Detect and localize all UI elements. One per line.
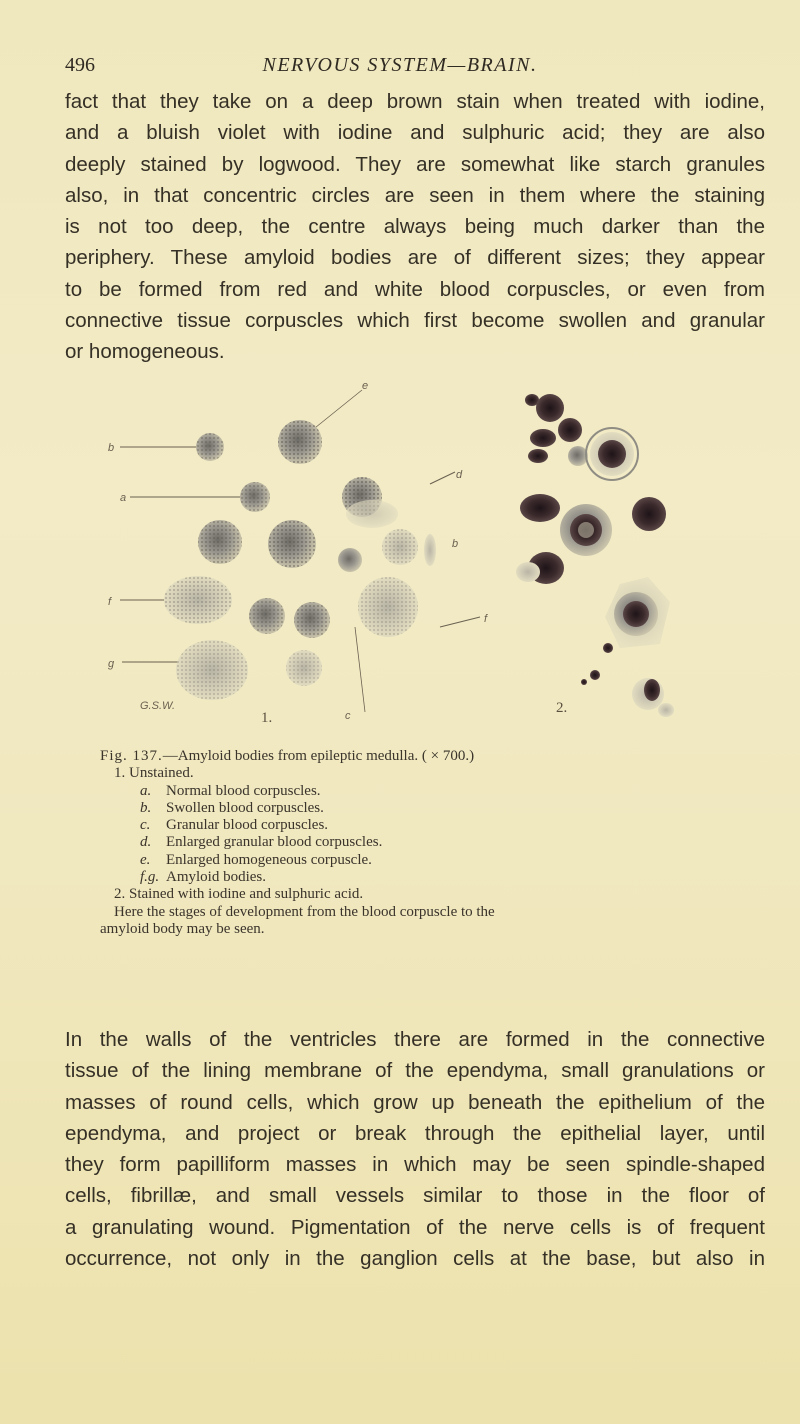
label-f-left: f — [108, 596, 112, 608]
paragraph-line: tissue of the lining membrane of the ependyma, small granulations or — [65, 1059, 765, 1083]
caption-entry-fg — [100, 869, 740, 886]
caption-key: c. — [140, 817, 151, 834]
label-b-right: b — [452, 538, 459, 550]
body-paragraph-1 — [65, 86, 765, 368]
caption-item-1: 1. Unstained. — [114, 765, 194, 782]
caption-note-line-2: amyloid body may be seen. — [100, 920, 265, 937]
caption-item-2: 2. Stained with iodine and sulphuric acid. — [114, 886, 364, 903]
paragraph-line: and a bluish violet with iodine and sulphuric acid; they are also — [65, 121, 765, 145]
caption-text: Swollen blood corpuscles. — [166, 799, 324, 816]
paragraph-line: connective tissue corpuscles which first become swollen and granular — [65, 309, 765, 333]
caption-text: Granular blood corpuscles. — [166, 817, 329, 834]
caption-text: Normal blood corpuscles. — [166, 782, 321, 799]
caption-entry-e — [100, 852, 740, 869]
caption-entry-a — [100, 783, 740, 800]
caption-entry-c — [100, 817, 740, 834]
panel-2-cells — [516, 394, 674, 717]
caption-text: Enlarged homogeneous corpuscle. — [166, 851, 372, 868]
caption-figure-text: —Amyloid bodies from epileptic medulla. ( × 700.) — [162, 748, 475, 764]
caption-text: Amyloid bodies. — [166, 869, 266, 886]
body-paragraph-2 — [65, 1024, 765, 1274]
caption-key: a. — [140, 782, 152, 799]
label-b: b — [108, 442, 115, 454]
caption-text: Enlarged granular blood corpuscles. — [166, 834, 383, 851]
caption-figure-number: Fig. 137. — [100, 748, 163, 764]
paragraph-line: cells, fibrillæ, and small vessels similar to those in the floor of — [65, 1184, 765, 1208]
page-number: 496 — [65, 54, 95, 76]
running-head: NERVOUS SYSTEM—BRAIN. — [262, 54, 538, 76]
paragraph-line: fact that they take on a deep brown stain when treated with iodine, — [65, 90, 765, 113]
caption-key: d. — [140, 834, 152, 851]
paragraph-line: periphery. These amyloid bodies are of different sizes; they appear — [65, 246, 765, 270]
paragraph-line: In the walls of the ventricles there are formed in the connective — [65, 1028, 765, 1051]
figure-signature: G.S.W. — [140, 700, 176, 712]
label-f-right: f — [484, 613, 488, 625]
panel-1-label: 1. — [261, 710, 273, 726]
page-header — [65, 54, 735, 84]
paragraph-line: is not too deep, the centre always being much darker than the — [65, 215, 765, 239]
figure-illustration — [100, 372, 700, 734]
caption-entry-d — [100, 834, 740, 851]
paragraph-line: occurrence, not only in the ganglion cells at the base, but also in — [65, 1247, 765, 1271]
caption-title — [100, 748, 740, 765]
caption-key: f.g. — [140, 869, 160, 886]
paragraph-line: also, in that concentric circles are seen in them where the staining — [65, 183, 765, 207]
caption-key: e. — [140, 851, 151, 868]
caption-note-line-1: Here the stages of development from the blood corpuscle to the — [114, 903, 495, 920]
paragraph-line: to be formed from red and white blood corpuscles, or even from — [65, 277, 765, 301]
caption-key: b. — [140, 799, 152, 816]
label-e: e — [362, 380, 369, 392]
caption-entry-b — [100, 800, 740, 817]
panel-1-cells — [120, 390, 480, 712]
paragraph-line: ependyma, and project or break through the epithelial layer, until — [65, 1121, 765, 1145]
label-a: a — [120, 492, 127, 504]
figure-caption — [100, 748, 740, 938]
label-d: d — [456, 469, 463, 481]
panel-2-label: 2. — [556, 700, 568, 716]
label-g: g — [108, 658, 115, 670]
paragraph-line: or homogeneous. — [65, 340, 225, 364]
paragraph-line: masses of round cells, which grow up beneath the epithelium of the — [65, 1090, 765, 1114]
paragraph-line: a granulating wound. Pigmentation of the nerve cells is of frequent — [65, 1215, 765, 1239]
paragraph-line: deeply stained by logwood. They are somewhat like starch granules — [65, 152, 765, 176]
label-c: c — [345, 710, 351, 722]
paragraph-line: they form papilliform masses in which may be seen spindle-shaped — [65, 1153, 765, 1177]
